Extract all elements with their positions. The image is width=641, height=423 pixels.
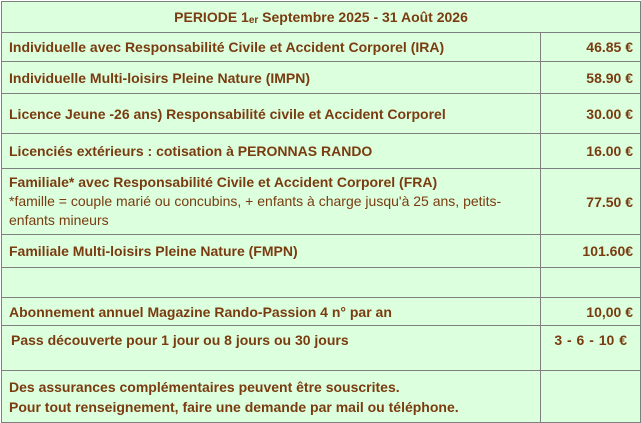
row-amount: 10,00 € xyxy=(541,298,641,326)
row-label: Individuelle avec Responsabilité Civile et Accident Corporel (IRA) xyxy=(2,33,541,62)
footer-row xyxy=(2,371,641,423)
header-row xyxy=(2,2,641,33)
table-row xyxy=(2,326,641,371)
row-label-multiline xyxy=(2,169,541,235)
period-prefix: PERIODE 1 xyxy=(174,8,249,25)
period-superscript: er xyxy=(248,14,259,26)
row-label: Individuelle Multi-loisirs Pleine Nature (IMPN) xyxy=(2,62,541,94)
row-label: Licence Jeune -26 ans) Responsabilité civile et Accident Corporel xyxy=(2,94,541,134)
footer-line-1: Des assurances complémentaires peuvent être souscrites. xyxy=(9,378,400,395)
row-amount: 3 - 6 - 10 € xyxy=(541,326,641,371)
row-label: Pass découverte pour 1 jour ou 8 jours ou 30 jours xyxy=(2,326,541,371)
period-range: Septembre 2025 - 31 Août 2026 xyxy=(258,8,468,25)
empty-row xyxy=(2,268,641,298)
row-amount: 58.90 € xyxy=(541,62,641,94)
row-label: Abonnement annuel Magazine Rando-Passion 4 n° par an xyxy=(2,298,541,326)
table-row xyxy=(2,33,641,62)
row-label xyxy=(2,268,541,298)
table-row xyxy=(2,134,641,169)
tariff-table xyxy=(1,1,641,423)
table-row xyxy=(2,62,641,94)
period-header xyxy=(2,2,641,33)
row-amount: 30.00 € xyxy=(541,94,641,134)
row-amount: 101.60€ xyxy=(541,235,641,268)
table-row xyxy=(2,169,641,235)
table-row xyxy=(2,298,641,326)
table-row xyxy=(2,94,641,134)
row-amount xyxy=(541,268,641,298)
row-label: Licenciés extérieurs : cotisation à PERONNAS RANDO xyxy=(2,134,541,169)
footer-line-2: Pour tout renseignement, faire une demande par mail ou téléphone. xyxy=(9,398,459,415)
footer-empty-cell xyxy=(541,371,641,423)
table-row xyxy=(2,235,641,268)
row-amount: 16.00 € xyxy=(541,134,641,169)
row-label: Familiale* avec Responsabilité Civile et Accident Corporel (FRA) xyxy=(9,174,438,190)
row-note: *famille = couple marié ou concubins, + enfants à charge jusqu'à 25 ans, petits-enfants mineurs xyxy=(9,193,502,228)
row-amount: 46.85 € xyxy=(541,33,641,62)
row-amount: 77.50 € xyxy=(541,169,641,235)
row-label: Familiale Multi-loisirs Pleine Nature (FMPN) xyxy=(2,235,541,268)
footer-note xyxy=(2,371,541,423)
